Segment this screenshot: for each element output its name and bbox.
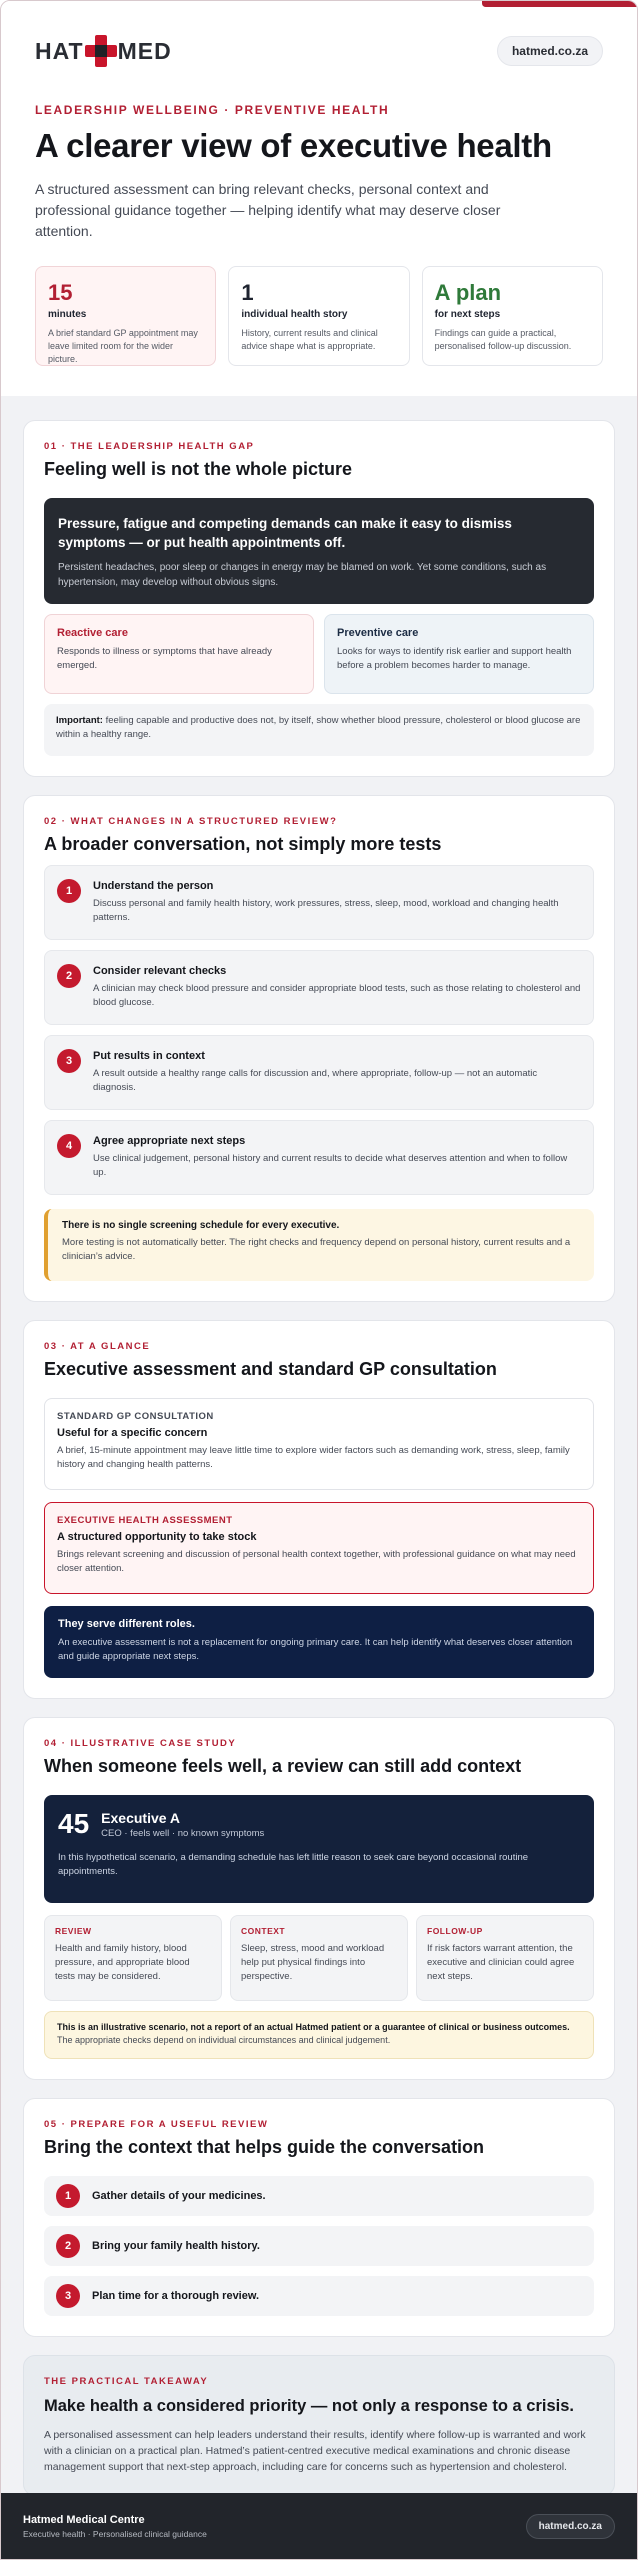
section-kicker: 05 · PREPARE FOR A USEFUL REVIEW [44, 2119, 269, 2130]
card-text: If risk factors warrant attention, the executive and clinician could agree next steps. [427, 1943, 575, 1982]
card-label: EXECUTIVE HEALTH ASSESSMENT [57, 1515, 233, 1526]
card-text: A brief, 15-minute appointment may leave little time to explore wider factors such as demanding work, stress, sleep, family history and changing health patterns. [57, 1445, 570, 1470]
prep-item [44, 2176, 594, 2216]
card-label: CONTEXT [241, 1926, 286, 1936]
card-title: Useful for a specific concern [57, 1427, 208, 1439]
logo-text-left: HAT [35, 37, 84, 64]
section-title: When someone feels well, a review can still add context [44, 1756, 522, 1776]
stat-unit: minutes [48, 309, 87, 320]
stat-description: History, current results and clinical advice shape what is appropriate. [241, 328, 378, 351]
step-title: Consider relevant checks [93, 965, 227, 977]
hero-lead: A structured assessment can bring relevant checks, personal context and professional guidance together — helping identify what may deserve closer attention. [35, 181, 501, 239]
step-number-badge: 4 [57, 1134, 81, 1158]
important-note [44, 704, 594, 756]
page-title: A clearer view of executive health [35, 127, 552, 164]
footer-site-link[interactable]: hatmed.co.za [526, 2514, 615, 2539]
case-age: 45 [58, 1808, 90, 1839]
site-link-button[interactable]: hatmed.co.za [497, 36, 603, 66]
step-number-badge: 3 [57, 1049, 81, 1073]
site-header [35, 35, 603, 67]
callout-title: Pressure, fatigue and competing demands can make it easy to dismiss symptoms — or put health appointments off. [58, 516, 512, 550]
preventive-care-card [324, 614, 594, 694]
case-follow-up-card [416, 1915, 594, 2001]
case-disclaimer [44, 2011, 594, 2059]
prep-text: Bring your family health history. [92, 2240, 260, 2252]
hero-section [1, 1, 637, 396]
step-text: A result outside a healthy range calls for discussion and, where appropriate, follow-up — not an automatic diagnosis. [93, 1068, 538, 1093]
reactive-care-card [44, 614, 314, 694]
review-step [44, 950, 594, 1025]
section-kicker: 04 · ILLUSTRATIVE CASE STUDY [44, 1738, 237, 1749]
care-comparison [44, 614, 594, 694]
important-label: Important: [56, 715, 103, 726]
main-content [1, 396, 637, 2518]
prep-text: Plan time for a thorough review. [92, 2290, 260, 2302]
executive-assessment-card [44, 1502, 594, 1594]
prep-number-badge: 2 [56, 2234, 80, 2258]
section-kicker: 01 · THE LEADERSHIP HEALTH GAP [44, 441, 255, 452]
prep-number-badge: 3 [56, 2284, 80, 2308]
note-text: More testing is not automatically better. The right checks and frequency depend on personal history, current results and a clinician’s advice. [62, 1237, 571, 1262]
card-text: Looks for ways to identify risk earlier and support health before a problem becomes harder to manage. [337, 646, 572, 671]
prep-text: Gather details of your medicines. [92, 2190, 266, 2202]
step-title: Put results in context [93, 1050, 205, 1062]
symptoms-callout [44, 498, 594, 604]
section-title: Executive assessment and standard GP consultation [44, 1359, 497, 1379]
gp-consultation-card [44, 1398, 594, 1490]
callout-text: An executive assessment is not a replacement for ongoing primary care. It can help identify what deserves closer attention and guide appropriate next steps. [58, 1637, 573, 1662]
step-text: A clinician may check blood pressure and consider appropriate blood tests, such as those relating to cholesterol and blood glucose. [93, 983, 581, 1008]
card-text: Responds to illness or symptoms that have already emerged. [57, 646, 272, 671]
section-structured-review [23, 795, 615, 1302]
case-subtitle: CEO · feels well · no known symptoms [101, 1827, 265, 1839]
top-accent-bar [482, 1, 637, 7]
section-health-gap [23, 420, 615, 777]
card-label: FOLLOW-UP [427, 1926, 483, 1936]
stat-description: Findings can guide a practical, personalised follow-up discussion. [434, 328, 572, 351]
step-text: Discuss personal and family health history, work pressures, stress, sleep, mood, workload and changing health patterns. [93, 898, 559, 923]
disclaimer-text: The appropriate checks depend on individual circumstances and clinical judgement. [57, 2035, 391, 2045]
step-title: Understand the person [93, 880, 214, 892]
step-title: Agree appropriate next steps [93, 1135, 246, 1147]
card-title: Preventive care [337, 627, 419, 639]
section-prepare [23, 2098, 615, 2337]
stat-number: A plan [434, 280, 502, 305]
stat-unit: individual health story [241, 309, 348, 320]
screening-schedule-note [44, 1209, 594, 1281]
stat-number: 1 [241, 280, 254, 305]
card-text: Brings relevant screening and discussion of personal health context together, with professional guidance on what may need closer attention. [57, 1549, 576, 1574]
site-footer [1, 2493, 637, 2559]
card-text: Sleep, stress, mood and workload help put physical findings into perspective. [241, 1943, 385, 1982]
logo[interactable] [35, 35, 172, 67]
review-step [44, 865, 594, 940]
disclaimer-bold: This is an illustrative scenario, not a report of an actual Hatmed patient or a guarantee of clinical or business outcomes. [57, 2022, 570, 2032]
step-number-badge: 1 [57, 879, 81, 903]
different-roles-callout [44, 1606, 594, 1678]
review-step [44, 1035, 594, 1110]
hero-kicker: LEADERSHIP WELLBEING · PREVENTIVE HEALTH [35, 103, 390, 117]
case-review-card [44, 1915, 222, 2001]
medical-cross-icon [85, 35, 117, 67]
section-kicker: 03 · AT A GLANCE [44, 1341, 151, 1352]
note-title: There is no single screening schedule for every executive. [62, 1220, 340, 1231]
section-title: Bring the context that helps guide the conversation [44, 2137, 485, 2157]
stat-card-health-story [228, 266, 409, 366]
stat-unit: for next steps [434, 309, 501, 320]
logo-text-right: MED [117, 37, 172, 64]
footer-subtitle: Executive health · Personalised clinical guidance [23, 2528, 207, 2539]
section-case-study [23, 1717, 615, 2080]
callout-title: They serve different roles. [58, 1618, 195, 1630]
case-profile [44, 1795, 594, 1903]
review-step [44, 1120, 594, 1195]
prep-item [44, 2276, 594, 2316]
card-title: A structured opportunity to take stock [57, 1531, 257, 1543]
step-number-badge: 2 [57, 964, 81, 988]
takeaway-text: A personalised assessment can help leaders understand their results, identify where follow-up is warranted and work with a clinician on a practical plan. Hatmed’s patient-centred executive medical examinations and chronic disease management support that next-step approach, including care for concerns such as hypertension and cholesterol. [44, 2429, 586, 2473]
section-at-a-glance [23, 1320, 615, 1699]
case-name: Executive A [101, 1809, 181, 1826]
section-title: Feeling well is not the whole picture [44, 459, 353, 479]
callout-text: Persistent headaches, poor sleep or changes in energy may be blamed on work. Yet some conditions, such as hypertension, may develop without obvious signs. [58, 562, 547, 588]
case-text: In this hypothetical scenario, a demanding schedule has left little reason to seek care beyond occasional routine appointments. [58, 1852, 529, 1877]
stat-card-plan [422, 266, 603, 366]
card-title: Reactive care [57, 627, 128, 639]
step-text: Use clinical judgement, personal history and current results to decide what deserves attention and when to follow up. [93, 1153, 568, 1178]
stat-number: 15 [48, 280, 73, 305]
stats-row [35, 266, 603, 366]
case-context-card [230, 1915, 408, 2001]
stat-card-minutes [35, 266, 216, 366]
section-kicker: THE PRACTICAL TAKEAWAY [44, 2376, 209, 2387]
stat-description: A brief standard GP appointment may leave limited room for the wider picture. [48, 328, 198, 364]
prep-item [44, 2226, 594, 2266]
case-columns [44, 1915, 594, 2001]
card-label: REVIEW [55, 1926, 92, 1936]
prep-number-badge: 1 [56, 2184, 80, 2208]
card-label: STANDARD GP CONSULTATION [57, 1411, 214, 1422]
practical-takeaway [23, 2355, 615, 2496]
card-text: Health and family history, blood pressure, and appropriate blood tests may be considered. [55, 1943, 190, 1982]
footer-name: Hatmed Medical Centre [23, 2513, 145, 2526]
important-text: feeling capable and productive does not, by itself, show whether blood pressure, cholesterol or blood glucose are within a healthy range. [56, 715, 581, 740]
takeaway-title: Make health a considered priority — not only a response to a crisis. [44, 2397, 574, 2415]
section-kicker: 02 · WHAT CHANGES IN A STRUCTURED REVIEW? [44, 816, 338, 827]
section-title: A broader conversation, not simply more tests [44, 834, 442, 854]
